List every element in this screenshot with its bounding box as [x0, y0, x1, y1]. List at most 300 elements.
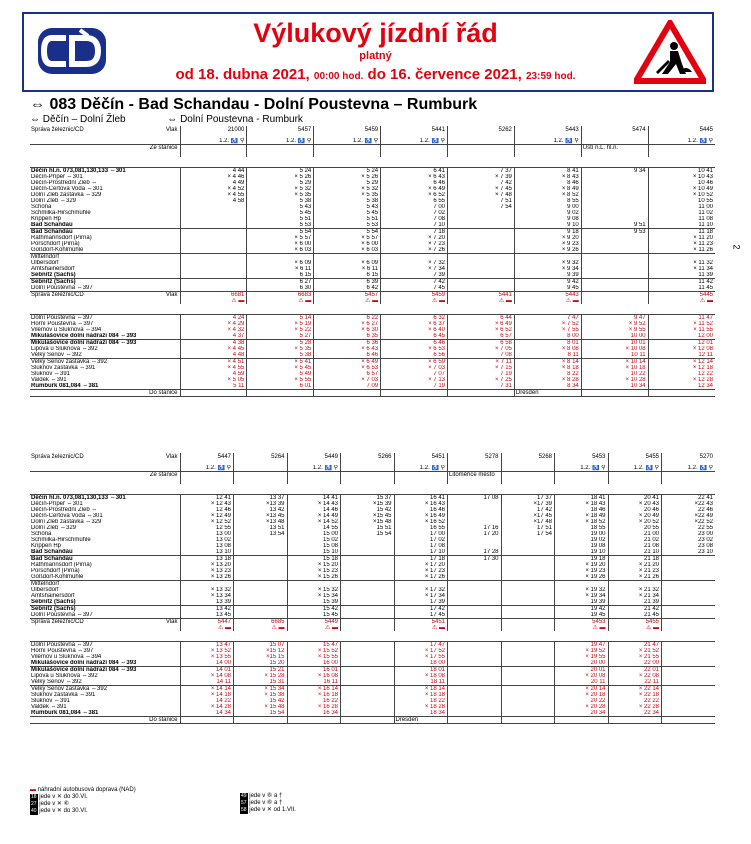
bus-train-number: 5449: [287, 619, 341, 626]
departure-time: ×13 45: [234, 513, 288, 519]
legend-code: 40: [31, 808, 37, 814]
from-station-note: [608, 472, 662, 485]
station-name: Porschdorf (Pirna): [31, 568, 80, 574]
station-name: Bad Schandau: [30, 229, 180, 236]
arrival-time: 18 11: [394, 679, 448, 686]
legend-item: [240, 800, 296, 807]
departure-time: 13 37: [234, 495, 288, 502]
station-name: Rumburk 081,084 ⇔381: [31, 710, 99, 716]
station-name: Bad Schandau: [31, 549, 73, 555]
departure-time: 13 18: [180, 556, 234, 563]
arrival-time: 5 28: [247, 340, 314, 347]
departure-time: 17 10: [394, 549, 448, 556]
arrival-time: 4 48: [180, 352, 247, 359]
departure-time: × 5 35: [247, 192, 314, 198]
departure-time: 9 10: [514, 222, 581, 229]
page-number: 2: [731, 244, 742, 250]
arrival-time: × 11 55: [648, 327, 715, 333]
station-name: Rathmannsdorf (Pirna): [31, 235, 92, 241]
to-station-note: [448, 717, 502, 724]
departure-time: 15 42: [341, 507, 395, 513]
departure-time: × 9 34: [514, 266, 581, 272]
timetable-bottom: [30, 453, 715, 724]
bus-train-number: 5459: [381, 292, 448, 299]
departure-time: 14 46: [287, 507, 341, 513]
arrival-time: 15 42: [234, 698, 288, 704]
legend-text: jede v ✕ od 1.VII.: [247, 807, 296, 813]
departure-time: 17 08: [394, 543, 448, 549]
departure-time: × 21 32: [608, 587, 662, 593]
station-name: Ulbersdorf: [31, 260, 59, 266]
departure-time: × 13 20: [180, 562, 234, 568]
arrival-time: 6 01: [247, 383, 314, 390]
departure-time: × 19 34: [555, 593, 609, 599]
station-name: Dolní Žleb ⇔329: [31, 198, 77, 204]
train-label: Vlak: [165, 127, 178, 133]
train-number: 5447: [180, 453, 234, 465]
departure-time: × 6 03: [247, 247, 314, 254]
station-name: Mikulášovice dolní nádraží 084 ⇔393: [31, 333, 137, 339]
departure-time: × 7 32: [381, 260, 448, 266]
to-station-note: [581, 390, 648, 397]
train-number-row: [30, 453, 715, 465]
bus-icon: ⚠ ▬: [234, 625, 288, 631]
station-name: Mittelndorf: [30, 581, 180, 588]
train-class: 1.2. ♿ ⚲: [180, 465, 234, 472]
departure-time: 7 10: [381, 222, 448, 229]
arrival-time: 22 34: [608, 710, 662, 717]
arrival-time: × 7 03: [314, 377, 381, 383]
departure-time: × 12 49: [180, 513, 234, 519]
train-number: 5264: [234, 453, 288, 465]
from-station-note: [501, 472, 555, 485]
station-name: Valdek ⇔391: [31, 377, 67, 383]
operator-label: Správa železnic/ČD: [31, 292, 84, 298]
departure-time: 12 41: [180, 495, 234, 502]
departure-time: 5 45: [247, 210, 314, 216]
departure-time: × 15 20: [287, 562, 341, 568]
departure-time: × 15 26: [287, 574, 341, 581]
arrival-time: × 5 35: [247, 346, 314, 352]
train-number: 5266: [341, 453, 395, 465]
departure-time: 21 39: [608, 599, 662, 606]
from-station-note: [648, 145, 715, 158]
line-title: [30, 96, 477, 114]
arrival-time: 16 01: [287, 667, 341, 674]
departure-time: × 14 52: [287, 519, 341, 525]
departure-time: 13 08: [180, 543, 234, 549]
departure-time: × 7 39: [448, 174, 515, 180]
departure-time: × 17 20: [394, 562, 448, 568]
legend-bus-note: ▬ náhradní autobusová doprava (NAD): [30, 787, 136, 793]
departure-time: 17 02: [394, 537, 448, 543]
arrival-time: × 9 55: [581, 327, 648, 333]
station-name: Mikulášovice dolní nádraží 084 ⇔393: [30, 667, 180, 674]
train-number: 5453: [555, 453, 609, 465]
arrival-time: 16 22: [287, 698, 341, 704]
station-name: Sebnitz (Sachs): [31, 599, 76, 605]
bus-icon: ⚠ ▬: [381, 298, 448, 304]
arrival-time: × 12 28: [648, 377, 715, 383]
arrival-time: × 4 55: [180, 365, 247, 371]
station-name: Mikulášovice dolní nádraží 084 ⇔393: [31, 660, 137, 666]
station-name: Šluknov zastávka ⇔391: [31, 365, 96, 371]
arrival-time: × 16 14: [287, 686, 341, 693]
departure-time: × 10 49: [648, 186, 715, 192]
station-name: Velký Šenov zastávka ⇔392: [30, 359, 180, 366]
arrival-time: × 18 28: [394, 704, 448, 710]
departure-time: × 5 57: [314, 235, 381, 241]
departure-time: 8 55: [514, 198, 581, 204]
arrival-time: × 5 22: [247, 327, 314, 333]
departure-time: 13 54: [234, 531, 288, 537]
arrival-time: 5 27: [247, 333, 314, 340]
bus-icon: ⚠ ▬: [448, 298, 515, 304]
legend-item: [240, 807, 296, 814]
arrival-time: × 19 55: [555, 654, 609, 660]
departure-time: × 7 23: [381, 241, 448, 247]
train-class: 1.2. ♿ ⚲: [314, 138, 381, 145]
train-number: 5268: [501, 453, 555, 465]
arrival-time: × 16 08: [287, 673, 341, 679]
arrival-time: 6 35: [314, 333, 381, 340]
departure-time: ×13 39: [234, 501, 288, 507]
departure-time: × 5 57: [247, 235, 314, 241]
departure-time: ×15 39: [341, 501, 395, 507]
station-name: Děčín-Čertova Voda ⇔301: [31, 513, 103, 519]
validity-to-time: 23:59 hod.: [526, 71, 576, 82]
departure-time: 15 54: [341, 531, 395, 537]
operator-cell: [30, 453, 180, 465]
train-number-row: [30, 126, 715, 138]
station-name: Děčín-Přípeř ⇔301: [31, 501, 83, 507]
to-station-note: [341, 717, 395, 724]
arrival-time: 7 07: [381, 371, 448, 377]
arrival-time: × 15 38: [234, 692, 288, 698]
departure-time: × 6 52: [381, 192, 448, 198]
train-number: 5445: [648, 126, 715, 138]
departure-time: × 21 34: [608, 593, 662, 599]
line-name: Děčín - Bad Schandau - Dolní Poustevna – Rumburk: [80, 96, 478, 113]
arrival-time: × 7 25: [448, 377, 515, 383]
departure-time: 5 43: [314, 204, 381, 210]
departure-time: 17 37: [501, 495, 555, 502]
departure-time: 6 15: [247, 272, 314, 279]
arrival-time: × 5 45: [247, 365, 314, 371]
departure-time: 11 39: [648, 272, 715, 279]
arrival-time: × 4 51: [180, 359, 247, 366]
legend: [30, 787, 136, 815]
departure-time: × 6 03: [314, 247, 381, 254]
arrival-time: 4 24: [180, 315, 247, 322]
arrival-time: × 10 14: [581, 359, 648, 366]
departure-time: 18 46: [555, 507, 609, 513]
arrival-time: 6 45: [381, 333, 448, 340]
arrival-time: 6 46: [314, 352, 381, 359]
bus-train-number: 6685: [234, 619, 288, 626]
departure-time: 16 46: [394, 507, 448, 513]
arrival-time: 15 21: [234, 667, 288, 674]
bus-icon: ⚠ ▬: [247, 298, 314, 304]
arrival-time: 12 00: [648, 333, 715, 340]
train-number: 5270: [662, 453, 716, 465]
departure-time: 7 02: [381, 210, 448, 216]
bus-icon: ⚠ ▬: [648, 298, 715, 304]
departure-time: 5 38: [247, 198, 314, 204]
subroutes: [30, 114, 303, 125]
departure-time: × 18 52: [555, 519, 609, 525]
departure-time: 5 51: [314, 216, 381, 222]
departure-time: 11 45: [648, 285, 715, 292]
bus-icon: ⚠ ▬: [287, 625, 341, 631]
arrival-time: 4 37: [180, 333, 247, 340]
station-name: Mikulášovice dolní nádraží 084 ⇔393: [30, 340, 180, 347]
to-station-row: [30, 390, 715, 397]
arrival-time: × 6 27: [314, 321, 381, 327]
arrival-time: × 18 08: [394, 673, 448, 679]
station-name: Lipová u Šluknova ⇔392: [31, 346, 98, 352]
arrival-time: 17 47: [394, 642, 448, 649]
train-number: 5262: [448, 126, 515, 138]
arrival-time: 7 09: [314, 383, 381, 390]
station-name: Krippen Hp: [31, 543, 62, 549]
departure-time: 6 42: [314, 285, 381, 292]
departure-time: 13 39: [180, 599, 234, 606]
arrival-time: × 21 52: [608, 648, 662, 654]
arrival-time: 10 34: [581, 383, 648, 390]
station-name: Valdek ⇔391: [31, 704, 67, 710]
to-station-note: [648, 390, 715, 397]
departure-time: × 9 23: [514, 241, 581, 247]
departure-time: × 4 55: [180, 192, 247, 198]
departure-time: 21 42: [608, 606, 662, 613]
arrival-time: 10 01: [581, 340, 648, 347]
departure-time: 15 42: [287, 606, 341, 613]
departure-time: 23 08: [662, 543, 716, 549]
departure-time: × 17 32: [394, 587, 448, 593]
departure-time: × 16 52: [394, 519, 448, 525]
arrival-time: 7 08: [448, 352, 515, 359]
departure-time: 6 27: [247, 279, 314, 286]
bus-train-number: 6683: [247, 292, 314, 299]
station-name: Šluknov ⇔391: [31, 698, 71, 704]
departure-time: × 10 43: [648, 174, 715, 180]
departure-time: 19 00: [555, 531, 609, 537]
departure-time: 15 45: [287, 612, 341, 619]
station-name: Velký Šenov ⇔392: [31, 352, 82, 358]
bus-icon: ⚠ ▬: [608, 625, 662, 631]
departure-time: × 13 32: [180, 587, 234, 593]
station-name: Sebnitz (Sachs): [31, 272, 76, 278]
operator-cell: [30, 126, 180, 138]
arrival-time: × 6 53: [314, 365, 381, 371]
departure-time: ×13 48: [234, 519, 288, 525]
arrival-time: 19 47: [555, 642, 609, 649]
from-station-label: Ze stanice: [30, 145, 180, 158]
departure-time: × 5 35: [314, 192, 381, 198]
arrival-time: × 6 30: [314, 327, 381, 333]
to-station-note: [662, 717, 716, 724]
train-class: 1.2. ♿ ⚲: [648, 138, 715, 145]
page-title: Výlukový jízdní řád: [253, 18, 498, 48]
to-station-note: [381, 390, 448, 397]
train-label: Vlak: [165, 454, 178, 460]
departure-time: × 7 20: [381, 235, 448, 241]
departure-time: 18 41: [555, 495, 609, 502]
departure-time: 13 00: [180, 531, 234, 537]
departure-time: 6 15: [314, 272, 381, 279]
to-station-note: [180, 717, 234, 724]
arrival-time: 18 34: [394, 710, 448, 717]
train-number: 5451: [394, 453, 448, 465]
departure-time: × 17 34: [394, 593, 448, 599]
departure-time: 17 20: [448, 531, 502, 537]
arrival-time: 9 47: [581, 315, 648, 322]
departure-time: 9 34: [581, 168, 648, 175]
train-label: Vlak: [165, 619, 178, 625]
departure-time: 4 49: [180, 180, 247, 186]
departure-time: × 4 46: [180, 174, 247, 180]
departure-time: 15 00: [287, 531, 341, 537]
train-class: 1.2. ♿ ⚲: [662, 465, 716, 472]
departure-time: 7 42: [448, 180, 515, 186]
departure-time: 22 46: [662, 507, 716, 513]
arrival-time: × 7 15: [448, 365, 515, 371]
subroute-2: ⇔ Dolní Poustevna - Rumburk: [167, 114, 303, 125]
arrival-time: 14 11: [180, 679, 234, 686]
arrival-time: × 7 55: [514, 327, 581, 333]
departure-time: 6 41: [381, 168, 448, 175]
departure-time: 17 00: [394, 531, 448, 537]
arrival-time: 13 47: [180, 642, 234, 649]
bus-train-number: 5457: [314, 292, 381, 299]
departure-time: 9 08: [514, 216, 581, 222]
arrival-time: 12 11: [648, 352, 715, 359]
departure-time: 23 02: [662, 537, 716, 543]
departure-time: 21 45: [608, 612, 662, 619]
bus-icon: [341, 625, 395, 631]
departure-time: × 4 52: [180, 186, 247, 192]
arrival-time: × 15 28: [234, 673, 288, 679]
station-name: Velký Šenov zastávka ⇔392: [30, 686, 180, 693]
legend-code: 57: [241, 800, 247, 806]
arrival-time: 6 32: [381, 315, 448, 322]
departure-time: × 7 45: [448, 186, 515, 192]
from-station-note: [234, 472, 288, 485]
arrival-time: 18 00: [394, 660, 448, 667]
departure-time: ×15 45: [341, 513, 395, 519]
departure-time: 20 55: [608, 525, 662, 531]
departure-time: × 11 26: [648, 247, 715, 254]
from-station-note: [448, 145, 515, 158]
from-station-note: [314, 145, 381, 158]
departure-time: × 11 32: [648, 260, 715, 266]
departure-time: 7 42: [381, 279, 448, 286]
departure-time: 11 18: [648, 229, 715, 236]
departure-time: 9 45: [514, 285, 581, 292]
arrival-time: 20 00: [555, 660, 609, 667]
departure-time: 7 51: [448, 198, 515, 204]
departure-time: × 16 43: [394, 501, 448, 507]
station-name: Šluknov ⇔391: [31, 371, 71, 377]
departure-time: 11 08: [648, 216, 715, 222]
from-station-note: Ústí n.L. hl.n.: [581, 145, 648, 158]
arrival-time: 22 00: [608, 660, 662, 667]
departure-time: ×17 45: [501, 513, 555, 519]
station-name: Velký Šenov ⇔392: [31, 679, 82, 685]
departure-time: 19 42: [555, 606, 609, 613]
bus-icon: [501, 625, 555, 631]
departure-time: 7 45: [381, 285, 448, 292]
departure-time: × 12 52: [180, 519, 234, 525]
line-number: 083: [49, 96, 77, 113]
arrival-time: 8 00: [514, 333, 581, 340]
departure-time: 5 54: [247, 229, 314, 236]
arrival-time: 16 11: [287, 679, 341, 686]
roadworks-warning-icon: [634, 20, 706, 84]
train-class: 1.2. ♿ ⚲: [514, 138, 581, 145]
spacer-row: [30, 304, 715, 315]
bus-icon: ⚠ ▬: [180, 625, 234, 631]
departure-time: 19 45: [555, 612, 609, 619]
departure-time: 5 51: [247, 216, 314, 222]
arrival-time: 12 34: [648, 383, 715, 390]
legend-text: jede v ✕ do 30.VI.: [37, 808, 88, 814]
departure-time: 15 37: [341, 495, 395, 502]
bus-train-number: 5443: [514, 292, 581, 299]
departure-time: × 6 49: [381, 186, 448, 192]
arrival-time: × 14 28: [180, 704, 234, 710]
arrival-time: × 11 52: [648, 321, 715, 327]
to-station-note: [234, 717, 288, 724]
departure-time: 19 08: [555, 543, 609, 549]
departure-time: ×22 49: [662, 513, 716, 519]
legend-items-left: [30, 794, 136, 815]
station-name: Ulbersdorf: [31, 587, 59, 593]
departure-time: 13 51: [234, 525, 288, 531]
departure-time: 23 10: [662, 549, 716, 556]
arrival-time: 18 01: [394, 667, 448, 674]
departure-time: × 21 23: [608, 568, 662, 574]
departure-time: × 9 20: [514, 235, 581, 241]
train-class: 1.2. ♿ ⚲: [247, 138, 314, 145]
bus-icon: [448, 625, 502, 631]
from-station-note: [180, 145, 247, 158]
station-name: Dolní Poustevna ⇔397: [31, 612, 93, 618]
arrival-time: 21 47: [608, 642, 662, 649]
departure-time: 9 00: [514, 204, 581, 210]
bus-icon: ⚠ ▬: [555, 625, 609, 631]
validity-from-time: 00:00 hod.: [313, 71, 364, 82]
arrival-time: × 7 11: [448, 359, 515, 366]
station-name: Dolní Poustevna ⇔397: [30, 642, 180, 649]
arrival-time: × 8 28: [514, 377, 581, 383]
arrival-time: 6 36: [314, 340, 381, 347]
departure-time: 8 41: [514, 168, 581, 175]
departure-time: 5 53: [314, 222, 381, 229]
departure-time: 21 10: [608, 549, 662, 556]
departure-time: 21 18: [608, 556, 662, 563]
arrival-time: 15 20: [234, 660, 288, 667]
departure-time: 19 10: [555, 549, 609, 556]
bus-train-number: 5451: [394, 619, 448, 626]
departure-time: × 12 43: [180, 501, 234, 507]
departure-time: 19 02: [555, 537, 609, 543]
departure-time: 7 00: [381, 204, 448, 210]
arrival-time: 14 00: [180, 660, 234, 667]
train-label: Vlak: [165, 292, 178, 298]
departure-time: 9 53: [581, 229, 648, 236]
